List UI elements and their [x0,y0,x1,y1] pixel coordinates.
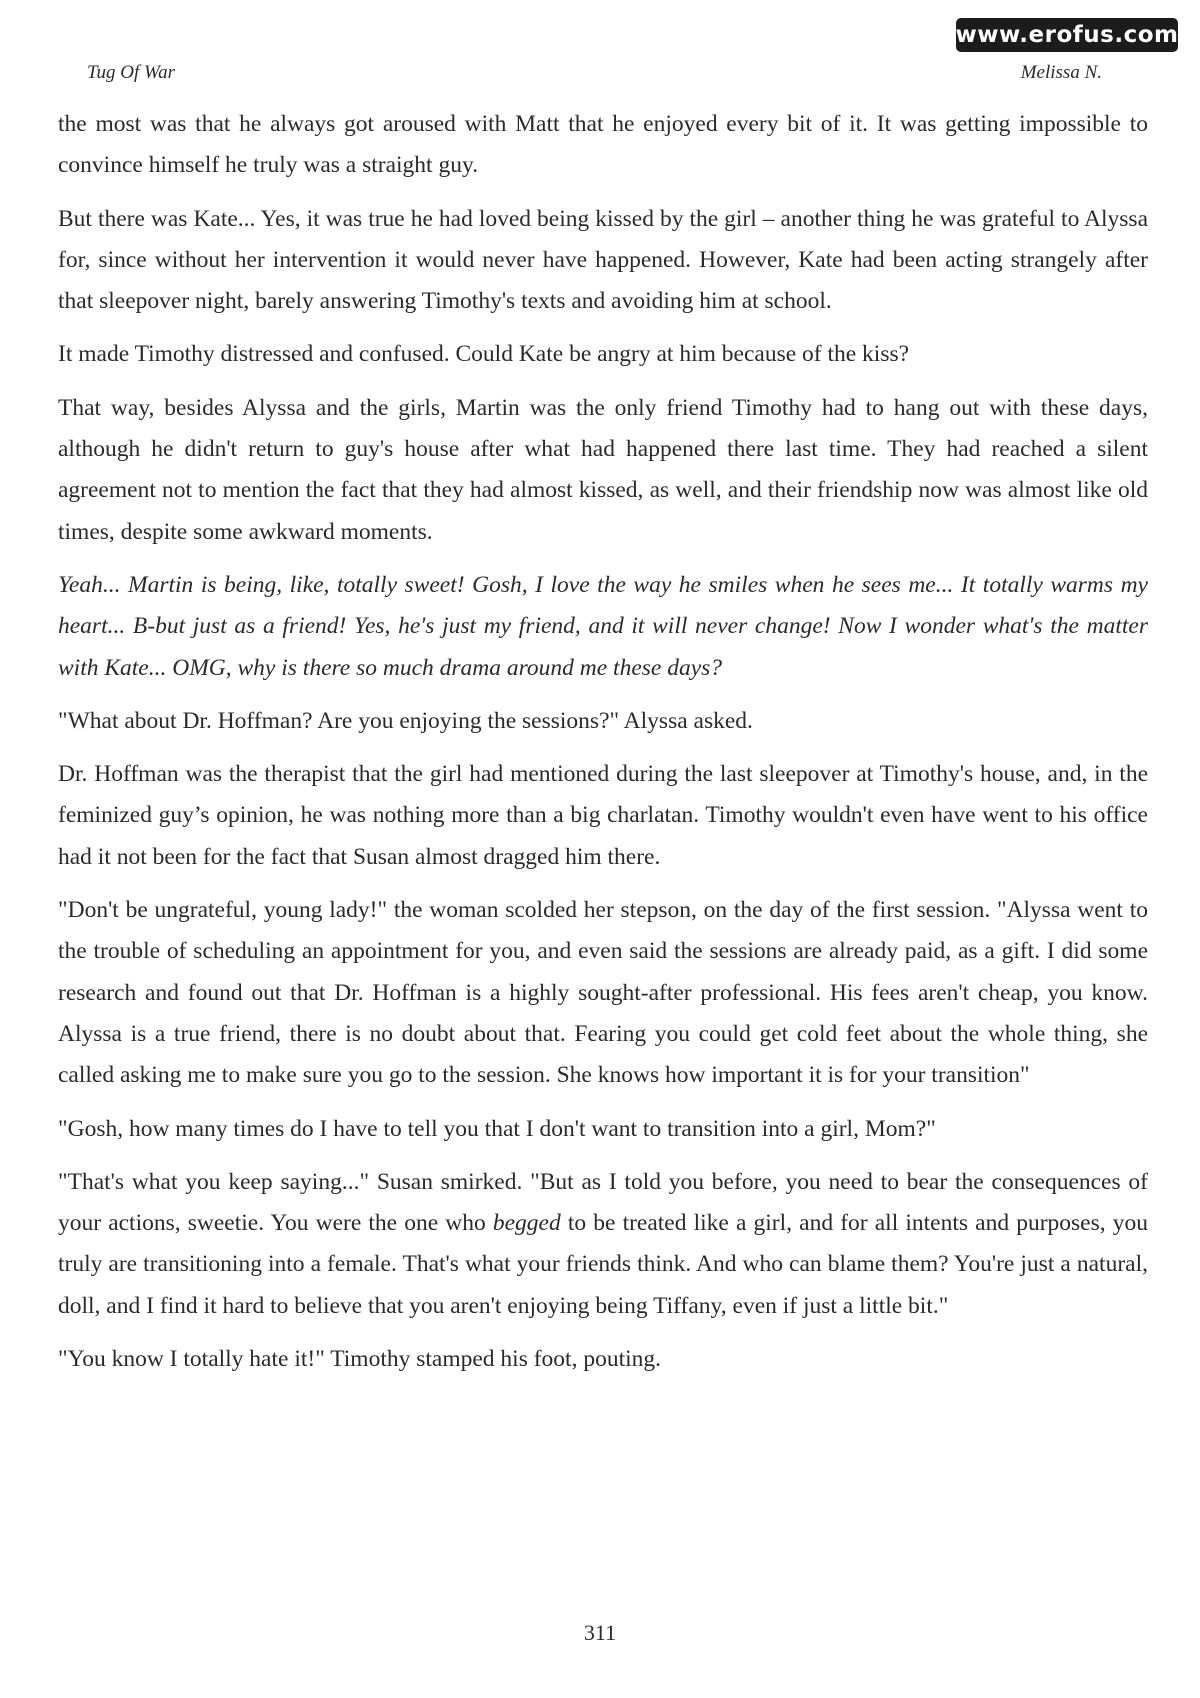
author-name: Melissa N. [1020,62,1102,83]
paragraph: the most was that he always got aroused with Matt that he enjoyed every bit of it. It was getting impossible to convince himself he truly was a straight guy. [58,111,1148,179]
inner-thought-paragraph: Yeah... Martin is being, like, totally sweet! Gosh, I love the way he smiles when he sees me... It totally warms my heart... B-but just as a friend! Yes, he's just my friend, and it will never change! Now I wonder what's the matter with Kate... OMG, why is there so much drama around me these days? [58,571,1148,681]
paragraph: It made Timothy distressed and confused. Could Kate be angry at him because of the kiss? [58,341,910,368]
watermark-logo [956,18,1178,52]
paragraph: "Gosh, how many times do I have to tell you that I don't want to transition into a girl, Mom?" [58,1115,936,1142]
paragraph: That way, besides Alyssa and the girls, Martin was the only friend Timothy had to hang out with these days, although he didn't return to guy's house after what had happened there last time. They had reached a silent agreement not to mention the fact that they had almost kissed, as well, and their friendship now was almost like old times, despite some awkward moments. [58,394,1148,545]
paragraph: "You know I totally hate it!" Timothy stamped his foot, pouting. [58,1346,662,1373]
paragraph: But there was Kate... Yes, it was true he had loved being kissed by the girl – another thing he was grateful to Alyssa for, since without her intervention it would never have happened. However, Kate had been acting strangely after that sleepover night, barely answering Timothy's texts and avoiding him at school. [58,205,1148,315]
watermark-text: www.erofus.com [955,22,1179,48]
paragraph: Dr. Hoffman was the therapist that the girl had mentioned during the last sleepover at Timothy's house, and, in the feminized guy’s opinion, he was nothing more than a big charlatan. Timothy wouldn't even have went to his office had it not been for the fact that Susan almost dragged him there. [58,761,1148,870]
page-number: 311 [583,1620,617,1645]
paragraph-text-before: "That's what you keep saying..." Susan smirked. "But as I told you before, you need to bear the consequences of your actions, sweetie. You were the one who [58,1168,1148,1237]
page-body [58,104,1148,1392]
paragraph-text-after: to be treated like a girl, and for all intents and purposes, you truly are transitioning into a female. That's what your friends think. And who can blame them? You're just a natural, doll, and I find it hard to believe that you aren't enjoying being Tiffany, even if just a little bit." [58,1210,1148,1319]
paragraph: "What about Dr. Hoffman? Are you enjoying the sessions?" Alyssa asked. [58,707,753,734]
emphasized-word: begged [492,1210,561,1237]
paragraph-with-emphasis [58,1162,1148,1327]
page-header [87,62,1102,90]
book-title: Tug Of War [87,62,175,83]
paragraph: "Don't be ungrateful, young lady!" the woman scolded her stepson, on the day of the first session. "Alyssa went to the trouble of scheduling an appointment for you, and even said the sessions are already paid, as a gift. I did some research and found out that Dr. Hoffman is a highly sought-after professional. His fees aren't cheap, you know. Alyssa is a true friend, there is no doubt about that. Fearing you could get cold feet about the whole thing, she called asking me to make sure you go to the session. She knows how important it is for your transition" [58,897,1148,1089]
